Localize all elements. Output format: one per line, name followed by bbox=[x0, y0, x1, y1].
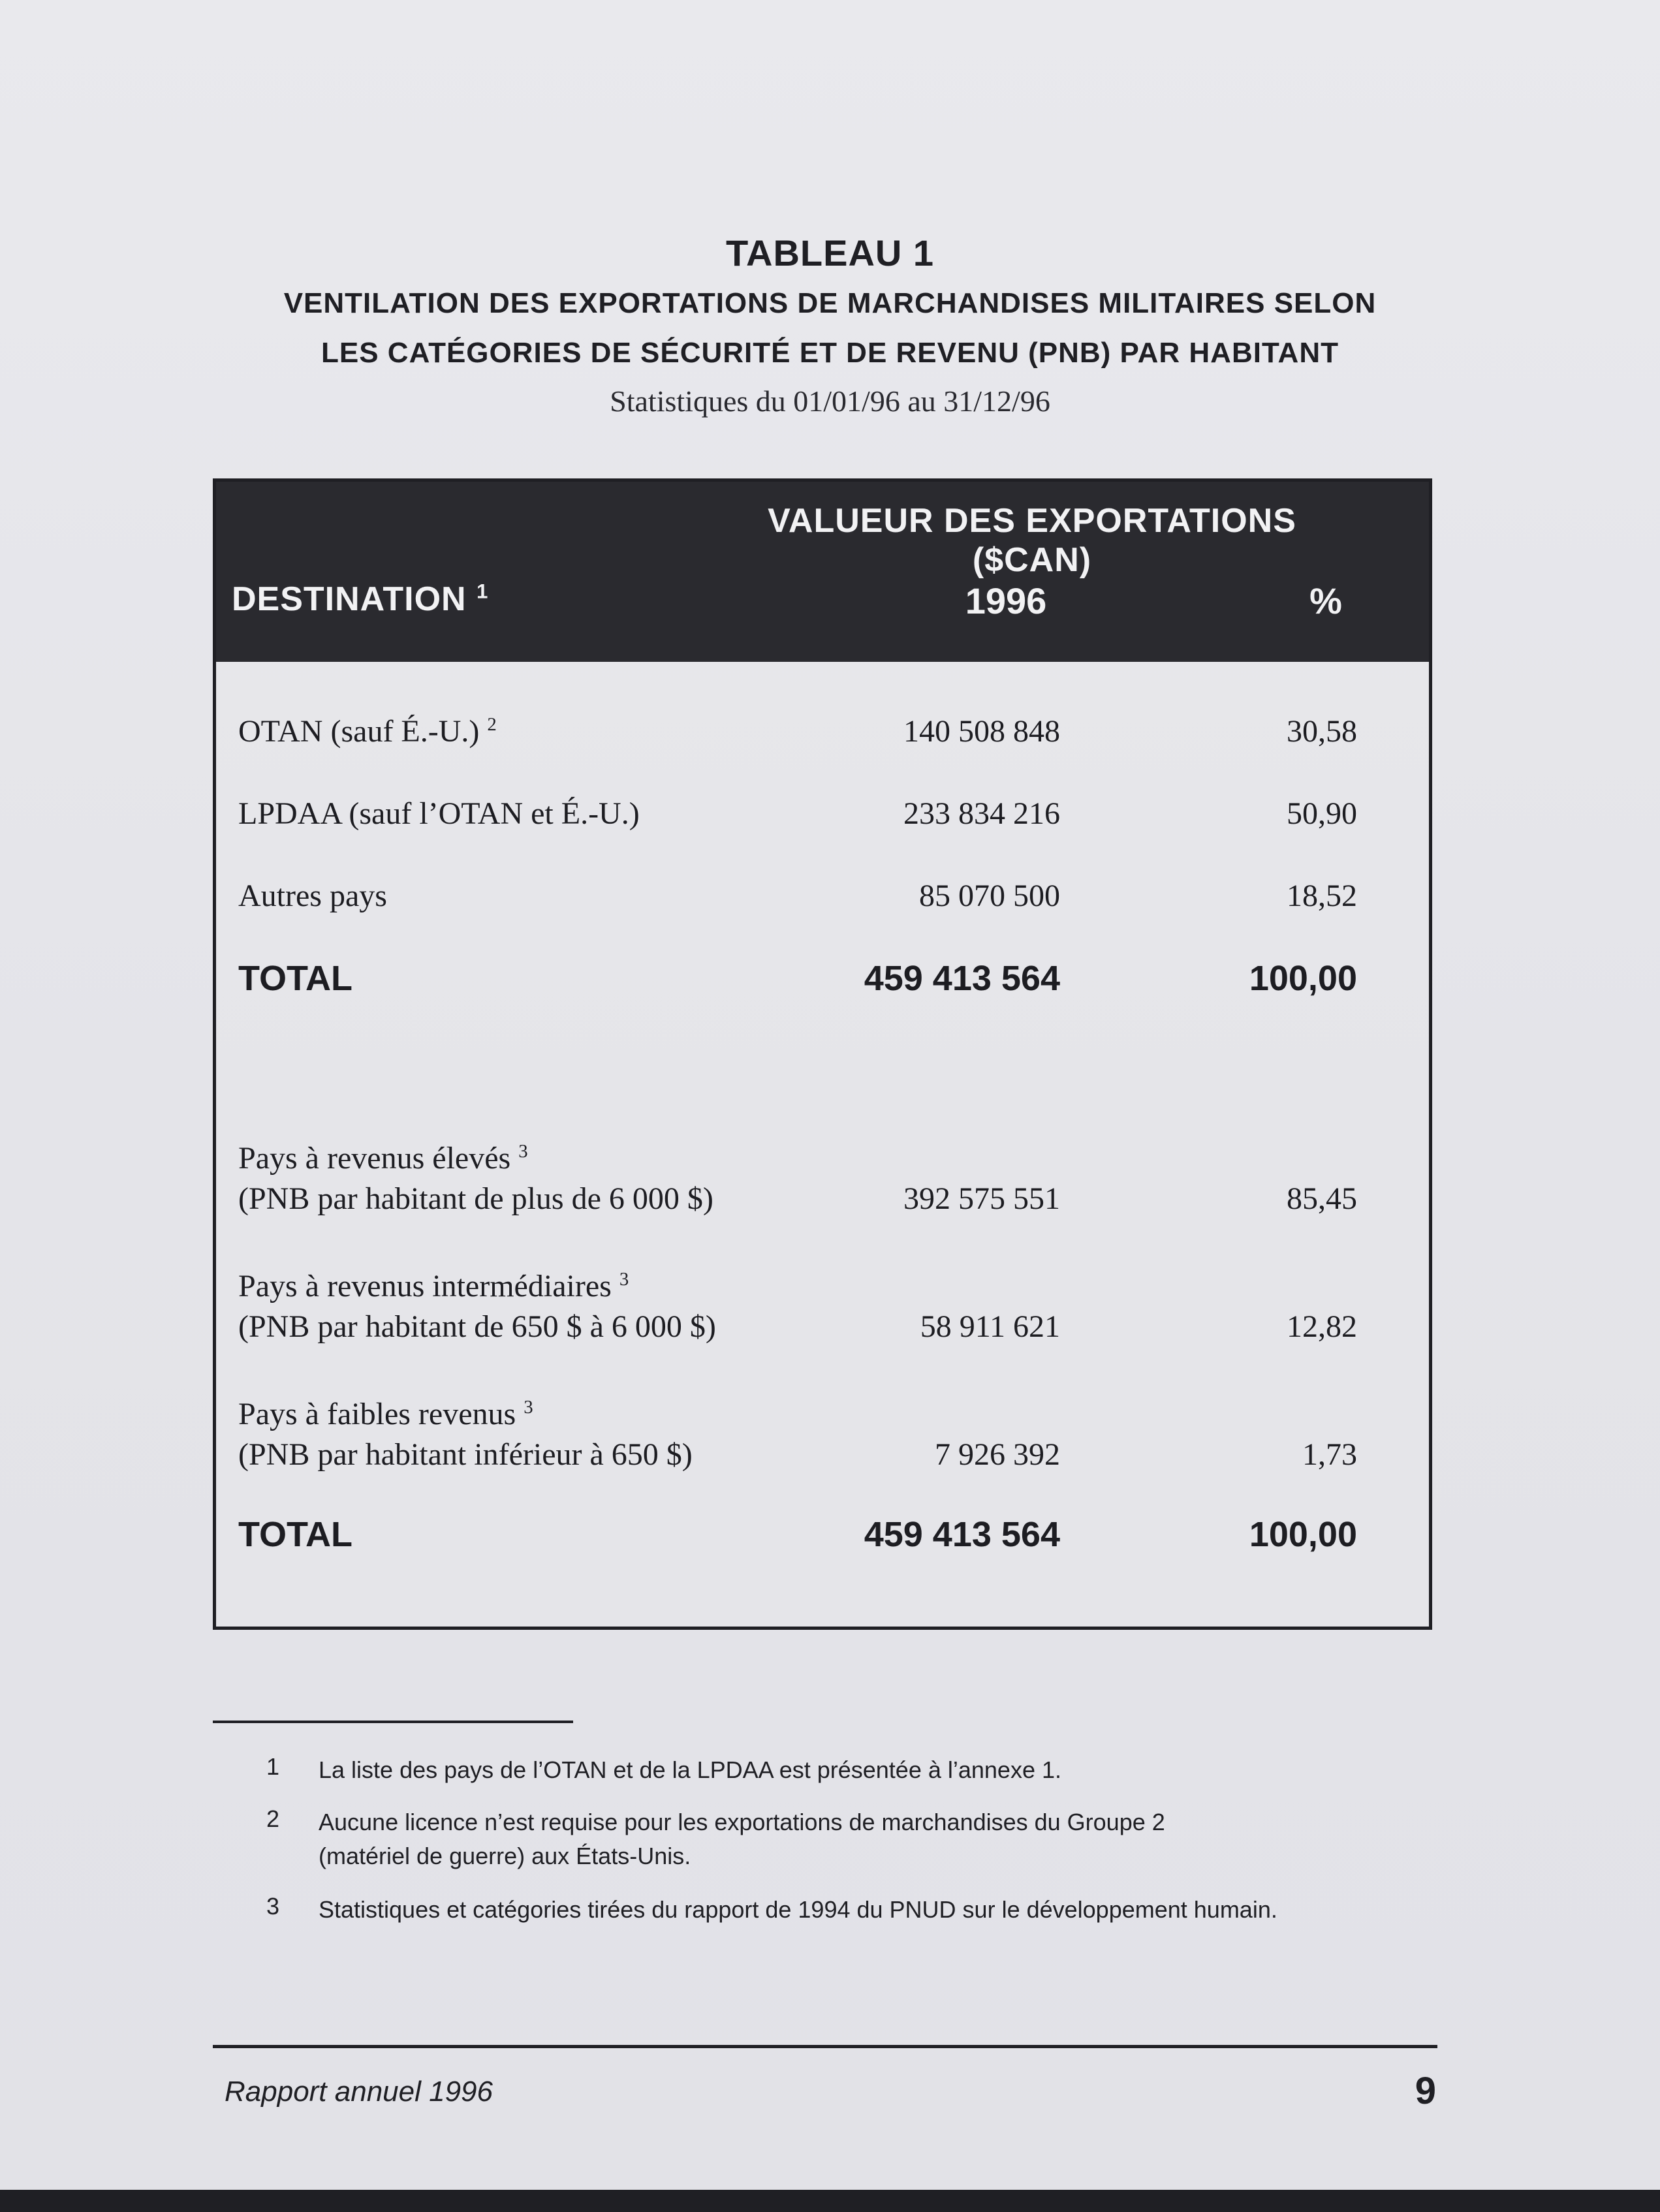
row-percent: 12,82 bbox=[1287, 1309, 1357, 1344]
header-destination bbox=[232, 580, 488, 619]
row-destination-label: Pays à faibles revenus bbox=[238, 1397, 516, 1431]
footer-rule bbox=[213, 2045, 1437, 2048]
row-percent: 85,45 bbox=[1287, 1181, 1357, 1216]
row-destination-detail: (PNB par habitant inférieur à 650 $) bbox=[238, 1437, 693, 1472]
row-value: 85 070 500 bbox=[919, 879, 1060, 913]
footnote-rule bbox=[213, 1721, 573, 1723]
row-destination-label: OTAN (sauf É.-U.) bbox=[238, 714, 480, 749]
row-destination bbox=[238, 1394, 693, 1475]
header-export-value: VALUEUR DES EXPORTATIONS ($CAN) bbox=[768, 502, 1296, 579]
table-label: TABLEAU 1 bbox=[725, 232, 935, 273]
footer-report-title: Rapport annuel 1996 bbox=[225, 2076, 493, 2108]
footnote-text: Statistiques et catégories tirées du rapport de 1994 du PNUD sur le développement humain. bbox=[319, 1896, 1277, 1923]
row-note: 3 bbox=[518, 1141, 528, 1162]
table-subtitle: Statistiques du 01/01/96 au 31/12/96 bbox=[610, 384, 1050, 418]
row-destination bbox=[238, 711, 497, 752]
row-destination-label: Autres pays bbox=[238, 879, 387, 913]
total-label: TOTAL bbox=[238, 959, 352, 998]
footnote-text: Aucune licence n’est requise pour les exportations de marchandises du Groupe 2 (matériel de guerre) aux États-Unis. bbox=[319, 1809, 1165, 1869]
table-header bbox=[216, 482, 1429, 662]
header-percent: % bbox=[1309, 580, 1342, 621]
row-percent: 18,52 bbox=[1287, 879, 1357, 913]
row-destination-detail: (PNB par habitant de 650 $ à 6 000 $) bbox=[238, 1309, 716, 1344]
row-destination bbox=[238, 1138, 713, 1219]
header-year: 1996 bbox=[965, 580, 1047, 621]
footnote-number: 2 bbox=[266, 1805, 280, 1832]
header-destination-note: 1 bbox=[477, 580, 489, 603]
total-percent: 100,00 bbox=[1249, 1515, 1357, 1554]
row-destination-label: LPDAA (sauf l’OTAN et É.-U.) bbox=[238, 796, 640, 831]
row-percent: 50,90 bbox=[1287, 796, 1357, 831]
row-percent: 1,73 bbox=[1302, 1437, 1357, 1472]
page-bottom-edge bbox=[0, 2190, 1660, 2212]
row-note: 2 bbox=[487, 714, 497, 735]
table-heading-line1: VENTILATION DES EXPORTATIONS DE MARCHANDISES MILITAIRES SELON bbox=[283, 287, 1377, 319]
table-heading-line2: LES CATÉGORIES DE SÉCURITÉ ET DE REVENU (PNB) PAR HABITANT bbox=[321, 337, 1339, 369]
row-value: 233 834 216 bbox=[903, 796, 1060, 831]
row-note: 3 bbox=[619, 1269, 629, 1290]
row-value: 140 508 848 bbox=[903, 714, 1060, 749]
row-destination-label: Pays à revenus intermédiaires bbox=[238, 1269, 612, 1303]
total-label: TOTAL bbox=[238, 1515, 352, 1554]
header-destination-label: DESTINATION bbox=[232, 580, 467, 618]
total-percent: 100,00 bbox=[1249, 959, 1357, 998]
total-value: 459 413 564 bbox=[864, 959, 1060, 998]
total-value: 459 413 564 bbox=[864, 1515, 1060, 1554]
page-number: 9 bbox=[1415, 2070, 1436, 2112]
row-note: 3 bbox=[524, 1397, 533, 1418]
footnote-number: 1 bbox=[266, 1753, 280, 1780]
row-value: 58 911 621 bbox=[920, 1309, 1060, 1344]
export-table bbox=[213, 478, 1432, 1630]
row-destination-detail: (PNB par habitant de plus de 6 000 $) bbox=[238, 1181, 713, 1216]
row-destination bbox=[238, 794, 640, 834]
row-destination-label: Pays à revenus élevés bbox=[238, 1141, 511, 1176]
footnote-text: La liste des pays de l’OTAN et de la LPDAA est présentée à l’annexe 1. bbox=[319, 1756, 1061, 1783]
row-value: 392 575 551 bbox=[903, 1181, 1060, 1216]
row-value: 7 926 392 bbox=[935, 1437, 1060, 1472]
row-destination bbox=[238, 1266, 716, 1347]
row-percent: 30,58 bbox=[1287, 714, 1357, 749]
row-destination bbox=[238, 876, 387, 916]
footnote-number: 3 bbox=[266, 1893, 280, 1920]
